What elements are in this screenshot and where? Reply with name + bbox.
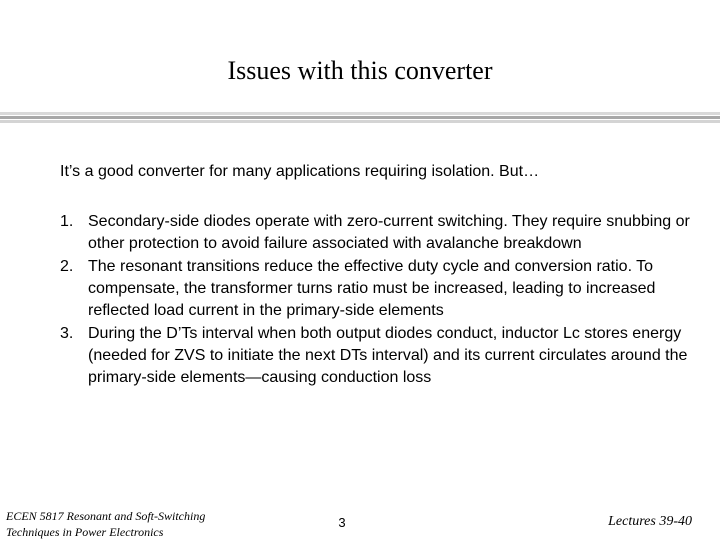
slide-title: Issues with this converter <box>227 56 493 85</box>
list-item <box>60 323 700 389</box>
footer-course-line2: Techniques in Power Electronics <box>6 525 164 539</box>
list-item-number: 3. <box>60 325 74 342</box>
list-item-text: Secondary-side diodes operate with zero-current switching. They require snubbing or other protection to avoid failure associated with avalanche breakdown <box>88 213 690 252</box>
title-divider-light <box>0 112 720 115</box>
list-item-number: 2. <box>60 258 74 275</box>
list-item <box>60 211 700 255</box>
title-divider-dark <box>0 116 720 119</box>
title-divider-light-lower <box>0 120 720 123</box>
list-item-number: 1. <box>60 213 74 230</box>
list-item-text: During the D’Ts interval when both output diodes conduct, inductor Lc stores energy (needed for ZVS to initiate the next DTs interval) and its current circulates around the primary-side elements—causing conduction loss <box>88 325 688 386</box>
intro-text: It’s a good converter for many applications requiring isolation. But… <box>60 163 540 180</box>
footer-lectures: Lectures 39-40 <box>608 514 692 529</box>
issues-list <box>60 211 700 390</box>
footer-course-line1: ECEN 5817 Resonant and Soft-Switching <box>6 509 206 523</box>
list-item <box>60 256 700 322</box>
list-item-text: The resonant transitions reduce the effective duty cycle and conversion ratio. To compensate, the transformer turns ratio must be increased, leading to increased reflected load current in the primary-side elements <box>88 258 656 319</box>
page-number: 3 <box>338 515 346 530</box>
